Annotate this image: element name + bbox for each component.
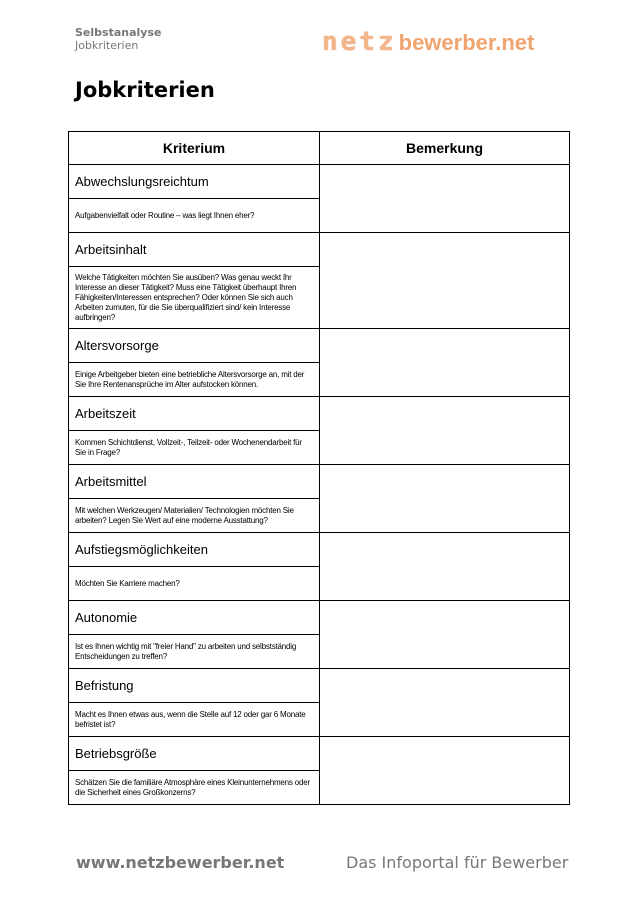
column-header-bemerkung: Bemerkung (320, 132, 570, 165)
criterion-name-row (69, 669, 570, 703)
criterion-name-row (69, 397, 570, 431)
logo-netz: netz (322, 27, 397, 57)
column-header-kriterium: Kriterium (69, 132, 320, 165)
criterion-description: Aufgabenvielfalt oder Routine – was liegt Ihnen eher? (69, 199, 320, 233)
criterion-name: Arbeitsmittel (69, 465, 320, 499)
criteria-table (68, 131, 570, 805)
criterion-description: Welche Tätigkeiten möchten Sie ausüben? Was genau weckt Ihr Interesse an dieser Tätigkeit? Muss eine Tätigkeit überhaupt Ihren Fähigkeiten/Interessen entsprechen? Oder können Sie sich auch Arbeiten zumuten, für die Sie überqualifiziert sind/ kein Interesse aufbringen? (69, 267, 320, 329)
remark-cell[interactable] (320, 397, 570, 465)
criterion-name: Arbeitszeit (69, 397, 320, 431)
footer-tagline: Das Infoportal für Bewerber (346, 853, 569, 872)
criterion-name: Arbeitsinhalt (69, 233, 320, 267)
criterion-name: Aufstiegsmöglichkeiten (69, 533, 320, 567)
criterion-description: Mit welchen Werkzeugen/ Materialien/ Technologien möchten Sie arbeiten? Legen Sie Wert auf eine moderne Ausstattung? (69, 499, 320, 533)
remark-cell[interactable] (320, 465, 570, 533)
criterion-description: Möchten Sie Karriere machen? (69, 567, 320, 601)
header-subsection: Jobkriterien (75, 39, 139, 52)
criterion-description: Ist es Ihnen wichtig mit "freier Hand" zu arbeiten und selbstständig Entscheidungen zu treffen? (69, 635, 320, 669)
criterion-name: Altersvorsorge (69, 329, 320, 363)
criterion-name-row (69, 737, 570, 771)
table-header-row (69, 132, 570, 165)
criterion-name: Abwechslungsreichtum (69, 165, 320, 199)
criterion-name-row (69, 601, 570, 635)
footer-url: www.netzbewerber.net (76, 853, 285, 872)
remark-cell[interactable] (320, 533, 570, 601)
logo-bewerber: bewerber.net (398, 30, 535, 55)
criterion-description: Schätzen Sie die familiäre Atmosphäre eines Kleinunternehmens oder die Sicherheit eines Großkonzerns? (69, 771, 320, 805)
criterion-name-row (69, 165, 570, 199)
header-section: Selbstanalyse (75, 26, 162, 39)
criterion-name: Befristung (69, 669, 320, 703)
criterion-name-row (69, 233, 570, 267)
criterion-description: Einige Arbeitgeber bieten eine betriebliche Altersvorsorge an, mit der Sie Ihre Rentenansprüche im Alter aufstocken können. (69, 363, 320, 397)
remark-cell[interactable] (320, 329, 570, 397)
criterion-name-row (69, 329, 570, 363)
remark-cell[interactable] (320, 669, 570, 737)
remark-cell[interactable] (320, 737, 570, 805)
netzbewerber-logo (322, 27, 534, 57)
criterion-description: Kommen Schichtdienst, Vollzeit-, Teilzeit- oder Wochenendarbeit für Sie in Frage? (69, 431, 320, 465)
criterion-name-row (69, 465, 570, 499)
page-title: Jobkriterien (75, 78, 215, 102)
remark-cell[interactable] (320, 233, 570, 329)
criterion-name: Betriebsgröße (69, 737, 320, 771)
remark-cell[interactable] (320, 165, 570, 233)
criterion-name-row (69, 533, 570, 567)
criterion-name: Autonomie (69, 601, 320, 635)
criterion-description: Macht es Ihnen etwas aus, wenn die Stelle auf 12 oder gar 6 Monate befristet ist? (69, 703, 320, 737)
remark-cell[interactable] (320, 601, 570, 669)
